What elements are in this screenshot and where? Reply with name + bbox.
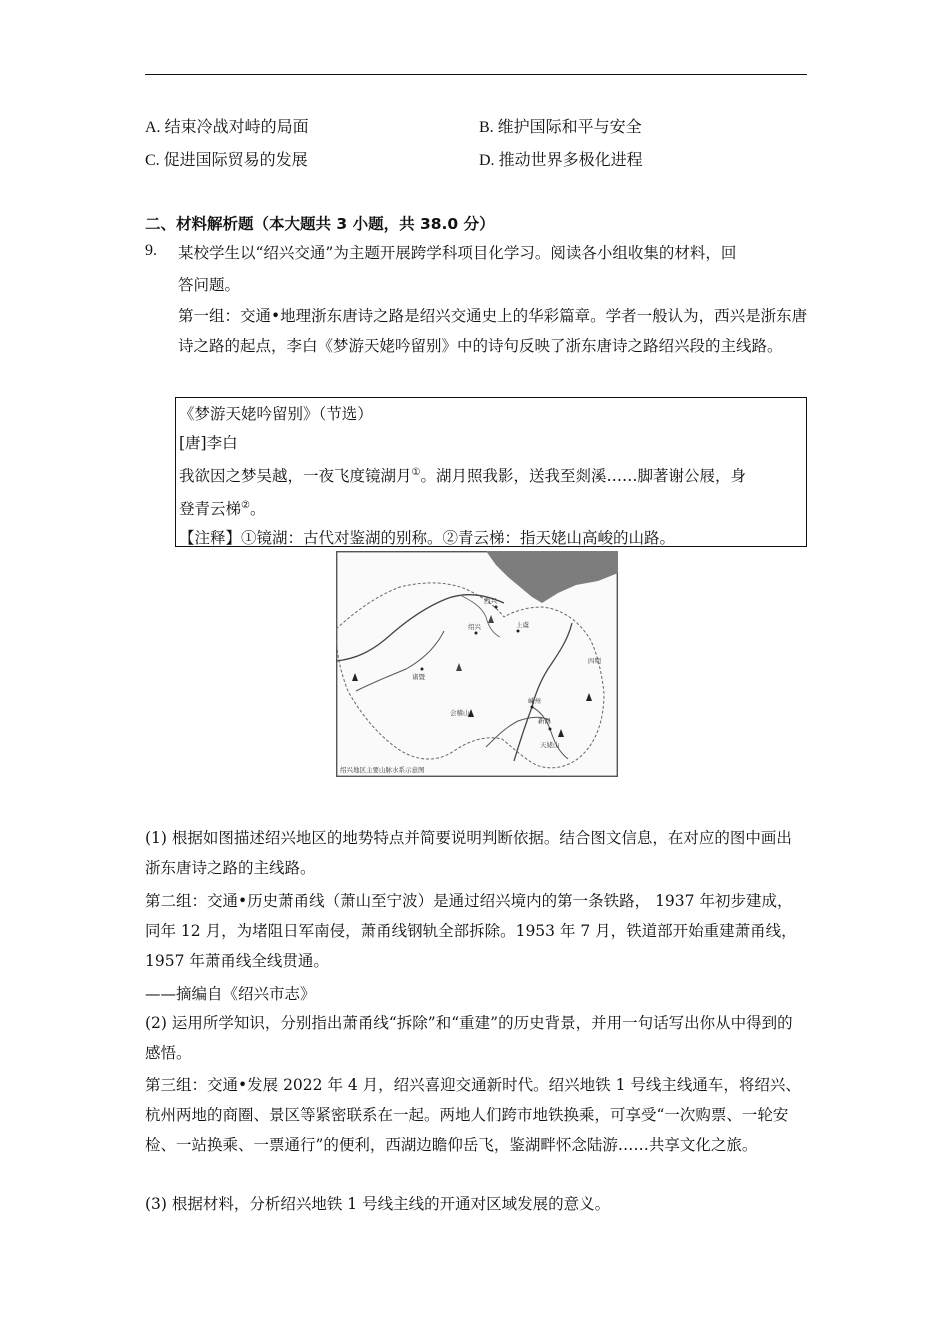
option-c-text: 促进国际贸易的发展 [163, 150, 308, 169]
option-d-text: 推动世界多极化进程 [498, 150, 643, 169]
option-a[interactable] [145, 116, 309, 139]
option-b-letter: B. [479, 119, 494, 136]
poem-line1 [179, 458, 802, 491]
question-intro-line1: 某校学生以“绍兴交通”为主题开展跨学科项目化学习。阅读各小组收集的材料，回 [178, 244, 737, 262]
poem-line1-a: 我欲因之梦吴越，一夜飞度镜湖月 [179, 467, 412, 486]
question-3: (3) 根据材料，分析绍兴地铁 1 号线主线的开通对区域发展的意义。 [145, 1195, 611, 1213]
city-shangyu-dot [517, 630, 520, 633]
question-intro-line2: 答问题。 [178, 276, 241, 294]
poem-line2-b: 。 [249, 500, 266, 519]
poem-box [175, 397, 807, 547]
option-c[interactable] [145, 149, 308, 172]
label-shangyu: 上虞 [516, 621, 529, 629]
label-xinchang: 新昌 [538, 717, 551, 725]
city-zhuji-dot [421, 668, 424, 671]
city-xinchang-dot [549, 728, 552, 731]
option-a-letter: A. [145, 119, 161, 136]
poem-line2 [179, 491, 802, 524]
group3-text: 第三组：交通•发展 2022 年 4 月，绍兴喜迎交通新时代。绍兴地铁 1 号线主线通车，将绍兴、杭州两地的商圈、景区等紧密联系在一起。两地人们跨市地铁换乘，可享受“一次购票、一轮安检、一站换乘、一票通行”的便利，西湖边瞻仰岳飞，鉴湖畔怀念陆游……共享文化之旅。 [145, 1076, 801, 1154]
question-1: (1) 根据如图描述绍兴地区的地势特点并简要说明判断依据。结合图文信息，在对应的图中画出浙东唐诗之路的主线路。 [145, 829, 792, 877]
label-tianlaoshan: 天姥山 [540, 741, 560, 749]
question-2: (2) 运用所学知识，分别指出萧甬线“拆除”和“重建”的历史背景，并用一句话写出你从中得到的感悟。 [145, 1014, 793, 1062]
city-shaoxing-dot [475, 632, 478, 635]
map-frame [337, 552, 618, 777]
option-b-text: 维护国际和平与安全 [497, 117, 642, 136]
option-b[interactable] [479, 116, 642, 139]
option-d-letter: D. [479, 152, 495, 169]
footnote-mark-2: ② [241, 500, 250, 512]
option-c-letter: C. [145, 152, 160, 169]
poem-note: 【注释】①镜湖：古代对鉴湖的别称。②青云梯：指天姥山高峻的山路。 [179, 529, 676, 548]
poem-line1-b: 。湖月照我影，送我至剡溪……脚著谢公屐，身 [420, 467, 746, 486]
city-shengzhou-dot [531, 706, 534, 709]
poem-author: [唐]李白 [179, 434, 238, 452]
source-citation: ——摘编自《绍兴市志》 [145, 985, 316, 1003]
header-rule [145, 74, 807, 75]
group2-text: 第二组：交通•历史萧甬线（萧山至宁波）是通过绍兴境内的第一条铁路， 1937 年初步建成，同年 12 月，为堵阻日军南侵，萧甬线钢轨全部拆除。1953 年 7 月，铁道部开始重建萧甬线，1957 年萧甬线全线贯通。 [145, 892, 797, 970]
poem-title: 《梦游天姥吟留别》（节选） [179, 405, 373, 423]
question-number: 9. [145, 242, 157, 259]
label-kuaijishan: 会稽山 [450, 709, 470, 717]
poem-line2-a: 登青云梯 [179, 500, 242, 519]
label-shengzhou: 嵊州 [528, 697, 541, 705]
label-siming: 四明 [588, 657, 601, 665]
shaoxing-map[interactable] [336, 551, 618, 777]
option-d[interactable] [479, 149, 643, 172]
footnote-mark-1: ① [411, 467, 421, 478]
city-xixing-dot [495, 606, 498, 609]
option-a-text: 结束冷战对峙的局面 [164, 117, 309, 136]
map-caption: 绍兴地区主要山脉水系示意图 [340, 766, 425, 774]
section-title: 二、材料解析题（本大题共 3 小题，共 38.0 分） [145, 215, 495, 233]
label-xixing: 西兴 [484, 597, 497, 605]
label-shaoxing: 绍兴 [468, 623, 481, 631]
group1-text: 第一组：交通•地理浙东唐诗之路是绍兴交通史上的华彩篇章。学者一般认为，西兴是浙东唐诗之路的起点，李白《梦游天姥吟留别》中的诗句反映了浙东唐诗之路绍兴段的主线路。 [178, 307, 808, 355]
label-zhuji: 诸暨 [412, 673, 425, 681]
